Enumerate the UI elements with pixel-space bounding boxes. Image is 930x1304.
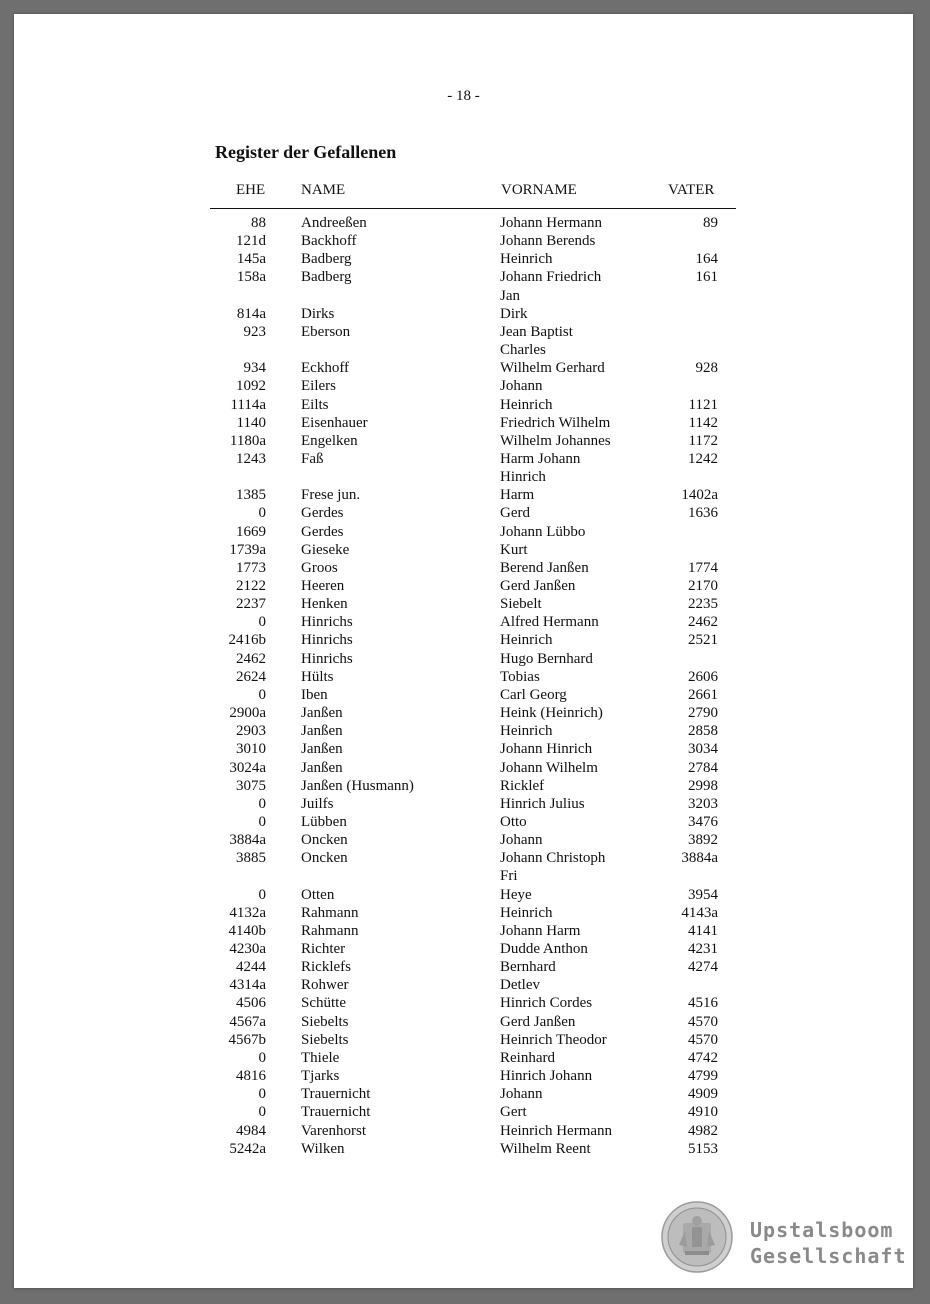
row-ehe: 2122 xyxy=(236,578,266,594)
row-vorname: Gerd Janßen xyxy=(500,578,576,594)
row-vorname: Johann xyxy=(500,832,543,849)
row-ehe: 2237 xyxy=(236,596,266,613)
row-ehe: 88 xyxy=(251,215,266,231)
row-ehe: 0 xyxy=(258,614,266,631)
row-vorname: Dudde Anthon xyxy=(500,941,588,957)
row-vorname: Heinrich xyxy=(500,251,553,268)
row-name: Thiele xyxy=(301,1049,340,1066)
row-vorname: Heinrich xyxy=(500,396,553,413)
row-vater: 2858 xyxy=(688,723,718,740)
row-ehe: 0 xyxy=(258,795,266,812)
row-ehe: 0 xyxy=(258,505,266,522)
row-vater: 4570 xyxy=(688,1031,718,1048)
row-ehe: 3024a xyxy=(229,759,266,776)
row-vater: 3892 xyxy=(688,832,718,849)
row-name: Hinrichs xyxy=(301,650,353,667)
row-vater: 1636 xyxy=(688,505,718,522)
row-vorname: Johann xyxy=(500,1086,543,1103)
row-name: Schütte xyxy=(301,995,346,1012)
row-vater: 2998 xyxy=(688,777,718,794)
row-name: Engelken xyxy=(301,432,358,449)
row-ehe: 0 xyxy=(258,813,266,830)
row-vorname: Otto xyxy=(500,813,527,830)
row-ehe: 3075 xyxy=(236,777,266,794)
row-vater: 2661 xyxy=(688,686,718,703)
row-vorname: Bernhard xyxy=(500,959,556,976)
row-ehe: 0 xyxy=(258,1086,266,1103)
row-ehe: 4567b xyxy=(228,1031,266,1048)
row-vater: 5153 xyxy=(688,1140,718,1157)
document-page xyxy=(14,14,913,1288)
row-vater: 4274 xyxy=(688,959,718,976)
row-ehe: 0 xyxy=(258,886,266,903)
row-name: Heeren xyxy=(301,578,345,594)
row-vorname: Heinrich Hermann xyxy=(500,1122,613,1139)
row-ehe: 4230a xyxy=(229,941,266,957)
row-name: Dirks xyxy=(301,305,335,322)
row-vorname: Siebelt xyxy=(500,596,542,613)
row-vater: 2606 xyxy=(688,668,718,685)
row-vater: 2521 xyxy=(688,632,718,649)
row-vorname: Hugo Bernhard xyxy=(500,650,593,667)
row-vater: 2462 xyxy=(688,614,718,631)
row-ehe: 3010 xyxy=(236,741,266,758)
row-name: Tjarks xyxy=(301,1068,340,1085)
row-vater: 2170 xyxy=(688,578,718,594)
row-ehe: 4132a xyxy=(229,904,266,921)
header-vorname: VORNAME xyxy=(501,182,577,198)
brand-line-2: Gesellschaft xyxy=(750,1244,907,1268)
row-vorname: Johann xyxy=(500,378,543,395)
row-name: Siebelts xyxy=(301,1013,349,1030)
row-vorname: Fri xyxy=(500,868,518,885)
row-name: Frese jun. xyxy=(301,487,361,504)
row-name: Wilken xyxy=(301,1140,345,1157)
row-ehe: 121d xyxy=(236,233,266,250)
row-vorname: Harm xyxy=(500,487,535,504)
row-name: Janßen xyxy=(301,741,343,758)
row-ehe: 158a xyxy=(236,269,266,286)
row-vater: 4143a xyxy=(681,904,718,921)
row-ehe: 1180a xyxy=(229,432,266,449)
row-ehe: 0 xyxy=(258,1104,266,1121)
row-ehe: 1114a xyxy=(230,396,266,413)
row-name: Oncken xyxy=(301,850,348,867)
row-name: Eckhoff xyxy=(301,360,350,377)
row-name: Rahmann xyxy=(301,904,359,921)
row-name: Faß xyxy=(301,450,324,467)
row-vater: 2784 xyxy=(688,759,718,776)
row-vater: 1142 xyxy=(688,414,718,431)
row-ehe: 1092 xyxy=(236,378,266,395)
brand-line-1: Upstalsboom xyxy=(750,1218,894,1242)
row-vater: 3034 xyxy=(688,741,718,758)
row-ehe: 3884a xyxy=(229,832,266,849)
row-vorname: Tobias xyxy=(500,668,540,685)
row-vorname: Hinrich xyxy=(500,469,546,486)
row-ehe: 2416b xyxy=(228,632,266,649)
row-vater: 4742 xyxy=(688,1049,718,1066)
row-vorname: Harm Johann xyxy=(500,450,581,467)
row-name: Gerdes xyxy=(301,505,344,522)
register-table xyxy=(14,14,913,1288)
row-vater: 4516 xyxy=(688,995,718,1012)
row-name: Ricklefs xyxy=(301,959,351,976)
row-ehe: 923 xyxy=(243,323,266,340)
row-vorname: Carl Georg xyxy=(500,686,567,703)
row-vater: 2790 xyxy=(688,705,718,722)
row-name: Backhoff xyxy=(301,233,357,250)
row-vater: 4982 xyxy=(688,1122,718,1139)
row-ehe: 4506 xyxy=(236,995,266,1012)
row-name: Janßen xyxy=(301,705,343,722)
row-vorname: Gert xyxy=(500,1104,527,1121)
row-ehe: 4314a xyxy=(229,977,266,994)
row-vater: 4231 xyxy=(688,941,718,957)
row-vorname: Dirk xyxy=(500,305,528,322)
row-vorname: Johann Berends xyxy=(500,233,596,250)
row-name: Trauernicht xyxy=(301,1104,371,1121)
row-name: Eilers xyxy=(301,378,336,395)
row-vorname: Johann Hermann xyxy=(500,215,603,231)
row-vorname: Heye xyxy=(500,886,532,903)
row-vater: 164 xyxy=(695,251,718,268)
row-vorname: Johann Friedrich xyxy=(500,269,602,286)
row-ehe: 4567a xyxy=(229,1013,266,1030)
row-name: Janßen (Husmann) xyxy=(301,777,414,794)
row-name: Hülts xyxy=(301,668,334,685)
row-vorname: Jan xyxy=(500,287,520,304)
row-name: Otten xyxy=(301,886,335,903)
row-vater: 1774 xyxy=(688,559,718,576)
row-vorname: Wilhelm Gerhard xyxy=(500,360,605,377)
brand-wordmark xyxy=(750,1217,907,1269)
row-ehe: 4244 xyxy=(236,959,266,976)
row-vorname: Ricklef xyxy=(500,777,545,794)
row-name: Eisenhauer xyxy=(301,414,368,431)
row-ehe: 1385 xyxy=(236,487,266,504)
row-vater: 4909 xyxy=(688,1086,718,1103)
row-ehe: 2900a xyxy=(229,705,266,722)
row-ehe: 1739a xyxy=(229,541,266,558)
row-ehe: 934 xyxy=(243,360,266,377)
row-vorname: Johann Christoph xyxy=(500,850,606,867)
row-name: Groos xyxy=(301,559,338,576)
row-vater: 4570 xyxy=(688,1013,718,1030)
row-name: Rahmann xyxy=(301,922,359,939)
row-name: Andreeßen xyxy=(301,215,367,231)
row-vorname: Heinrich xyxy=(500,904,553,921)
row-ehe: 1140 xyxy=(236,414,266,431)
page-title: Register der Gefallenen xyxy=(215,142,397,162)
row-name: Janßen xyxy=(301,759,343,776)
row-vorname: Heinrich Theodor xyxy=(500,1031,607,1048)
row-name: Badberg xyxy=(301,269,352,286)
row-vater: 1242 xyxy=(688,450,718,467)
row-ehe: 5242a xyxy=(229,1140,266,1157)
row-name: Rohwer xyxy=(301,977,349,994)
row-vorname: Hinrich Cordes xyxy=(500,995,593,1012)
row-vorname: Wilhelm Reent xyxy=(500,1140,591,1157)
row-ehe: 4984 xyxy=(236,1122,266,1139)
row-name: Eilts xyxy=(301,396,329,413)
row-vorname: Berend Janßen xyxy=(500,559,589,576)
row-name: Hinrichs xyxy=(301,632,353,649)
row-name: Lübben xyxy=(301,813,347,830)
row-vater: 89 xyxy=(703,215,718,231)
row-name: Trauernicht xyxy=(301,1086,371,1103)
row-ehe: 2624 xyxy=(236,668,266,685)
row-name: Gieseke xyxy=(301,541,350,558)
row-ehe: 1243 xyxy=(236,450,266,467)
seal-icon xyxy=(661,1201,733,1273)
row-vater: 3954 xyxy=(688,886,718,903)
row-name: Oncken xyxy=(301,832,348,849)
row-name: Janßen xyxy=(301,723,343,740)
row-vorname: Charles xyxy=(500,342,546,359)
row-vorname: Reinhard xyxy=(500,1049,555,1066)
row-vorname: Johann Hinrich xyxy=(500,741,593,758)
row-ehe: 145a xyxy=(236,251,266,268)
row-vorname: Detlev xyxy=(500,977,540,994)
row-name: Varenhorst xyxy=(301,1122,366,1139)
row-ehe: 0 xyxy=(258,686,266,703)
header-name: NAME xyxy=(301,182,346,198)
row-vater: 2235 xyxy=(688,596,718,613)
row-vorname: Friedrich Wilhelm xyxy=(500,414,611,431)
row-ehe: 1669 xyxy=(236,523,266,540)
row-ehe: 4140b xyxy=(228,922,266,939)
row-vater: 1121 xyxy=(688,396,718,413)
row-vorname: Johann Harm xyxy=(500,922,581,939)
row-ehe: 2903 xyxy=(236,723,266,740)
row-vorname: Gerd xyxy=(500,505,530,522)
header-vater: VATER xyxy=(668,182,715,198)
row-ehe: 814a xyxy=(236,305,266,322)
row-ehe: 2462 xyxy=(236,650,266,667)
row-vorname: Heinrich xyxy=(500,632,553,649)
row-vorname: Alfred Hermann xyxy=(500,614,599,631)
row-vorname: Johann Wilhelm xyxy=(500,759,598,776)
row-vorname: Hinrich Johann xyxy=(500,1068,593,1085)
row-name: Eberson xyxy=(301,323,351,340)
row-vorname: Hinrich Julius xyxy=(500,795,585,812)
row-vorname: Jean Baptist xyxy=(500,323,573,340)
row-vorname: Kurt xyxy=(500,541,528,558)
row-name: Gerdes xyxy=(301,523,344,540)
row-vorname: Johann Lübbo xyxy=(500,523,586,540)
row-vorname: Heink (Heinrich) xyxy=(500,705,603,722)
row-name: Richter xyxy=(301,941,346,957)
row-name: Henken xyxy=(301,596,348,613)
row-ehe: 4816 xyxy=(236,1068,266,1085)
row-vorname: Wilhelm Johannes xyxy=(500,432,611,449)
row-vorname: Gerd Janßen xyxy=(500,1013,576,1030)
header-ehe: EHE xyxy=(236,182,266,198)
row-name: Iben xyxy=(301,686,328,703)
row-name: Badberg xyxy=(301,251,352,268)
row-vater: 928 xyxy=(695,360,718,377)
row-name: Juilfs xyxy=(301,795,334,812)
row-vater: 3203 xyxy=(688,795,718,812)
row-vorname: Heinrich xyxy=(500,723,553,740)
row-ehe: 1773 xyxy=(236,559,266,576)
page-number: - 18 - xyxy=(447,88,480,104)
row-vater: 4910 xyxy=(688,1104,718,1121)
row-name: Hinrichs xyxy=(301,614,353,631)
row-vater: 161 xyxy=(695,269,718,286)
row-vater: 3476 xyxy=(688,813,718,830)
row-ehe: 3885 xyxy=(236,850,266,867)
row-vater: 4799 xyxy=(688,1068,718,1085)
row-name: Siebelts xyxy=(301,1031,349,1048)
row-ehe: 0 xyxy=(258,1049,266,1066)
row-vater: 1172 xyxy=(688,432,718,449)
row-vater: 1402a xyxy=(681,487,718,504)
row-vater: 4141 xyxy=(688,922,718,939)
row-vater: 3884a xyxy=(681,850,718,867)
